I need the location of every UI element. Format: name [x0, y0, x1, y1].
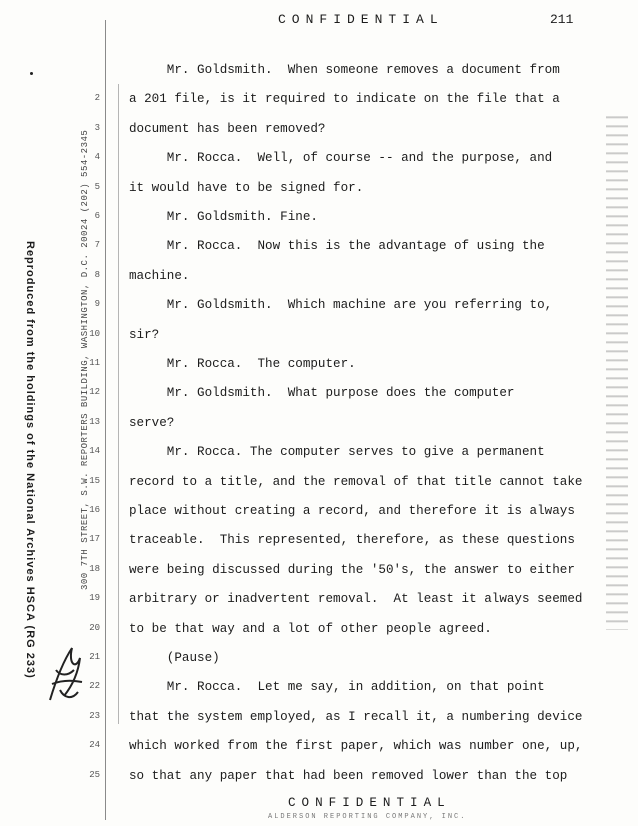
signature-mark: [42, 640, 88, 710]
transcript-line: Mr. Goldsmith. Which machine are you referring to,: [129, 298, 553, 313]
line-number: 5: [94, 181, 100, 192]
transcript-line: that the system employed, as I recall it, a numbering device: [129, 709, 583, 724]
archives-stamp: Reproduced from the holdings of the National Archives HSCA (RG 233): [24, 241, 36, 679]
reporting-company: ALDERSON REPORTING COMPANY, INC.: [268, 813, 467, 821]
line-number: 18: [89, 563, 100, 574]
line-number: 14: [89, 446, 100, 457]
transcript-line: were being discussed during the '50's, the answer to either: [129, 562, 575, 577]
transcript-line: document has been removed?: [129, 121, 326, 136]
line-number: 8: [94, 269, 100, 280]
line-number: 7: [94, 240, 100, 251]
line-number: 15: [89, 475, 100, 486]
line-number: 24: [89, 740, 100, 751]
line-number: 3: [94, 122, 100, 133]
transcript-line: to be that way and a lot of other people agreed.: [129, 621, 492, 636]
transcript-line: Mr. Rocca. The computer.: [129, 357, 356, 371]
line-number: 16: [89, 505, 100, 515]
line-number: 9: [94, 299, 100, 310]
line-number: 11: [89, 358, 100, 368]
line-number: 20: [89, 622, 100, 633]
line-number: 12: [89, 387, 100, 398]
transcript-line: which worked from the first paper, which was number one, up,: [129, 739, 583, 754]
transcript-line: place without creating a record, and therefore it is always: [129, 504, 575, 518]
transcript-line: Mr. Goldsmith. What purpose does the computer: [129, 386, 515, 401]
margin-rule-inner: [118, 84, 119, 724]
page-number: 211: [550, 12, 574, 27]
transcript-line: Mr. Rocca. The computer serves to give a permanent: [129, 445, 545, 460]
line-number: 13: [89, 416, 100, 427]
transcript-line: sir?: [129, 327, 160, 342]
transcript-line: Mr. Goldsmith. Fine.: [129, 210, 318, 224]
transcript-line: Mr. Rocca. Well, of course -- and the purpose, and: [129, 151, 553, 166]
transcript-line: arbitrary or inadvertent removal. At least it always seemed: [129, 592, 583, 607]
line-number: 22: [89, 681, 100, 692]
transcript-line: traceable. This represented, therefore, as these questions: [129, 533, 575, 548]
line-number: 10: [89, 328, 100, 339]
line-number: 21: [89, 652, 100, 662]
line-number: 25: [89, 769, 100, 780]
reporter-address: 300 7TH STREET, S.W. REPORTERS BUILDING, WASHINGTON, D.C. 20024 (202) 554-2345: [80, 129, 90, 590]
confidential-header: CONFIDENTIAL: [278, 12, 444, 27]
transcript-line: a 201 file, is it required to indicate on the file that a: [129, 92, 560, 107]
transcript-line: Mr. Rocca. Let me say, in addition, on that point: [129, 680, 545, 695]
line-number: 17: [89, 534, 100, 545]
line-number: 4: [94, 152, 100, 163]
transcript-line: so that any paper that had been removed lower than the top: [129, 768, 568, 783]
page-header: [0, 12, 638, 32]
scan-edge-noise: [606, 110, 628, 630]
transcript-line: Mr. Rocca. Now this is the advantage of using the: [129, 239, 545, 254]
speck-mark: [30, 72, 33, 75]
confidential-footer: CONFIDENTIAL: [288, 796, 451, 810]
margin-rule: [105, 20, 106, 820]
transcript-line: Mr. Goldsmith. When someone removes a document from: [129, 63, 560, 77]
transcript-line: (Pause): [129, 651, 220, 665]
line-number: 19: [89, 593, 100, 604]
line-number: 2: [94, 93, 100, 104]
line-number: 23: [89, 710, 100, 721]
line-number: 6: [94, 211, 100, 221]
transcript-line: record to a title, and the removal of that title cannot take: [129, 474, 583, 489]
transcript-line: machine.: [129, 268, 190, 283]
transcript-line: serve?: [129, 415, 175, 430]
transcript-line: it would have to be signed for.: [129, 180, 364, 195]
